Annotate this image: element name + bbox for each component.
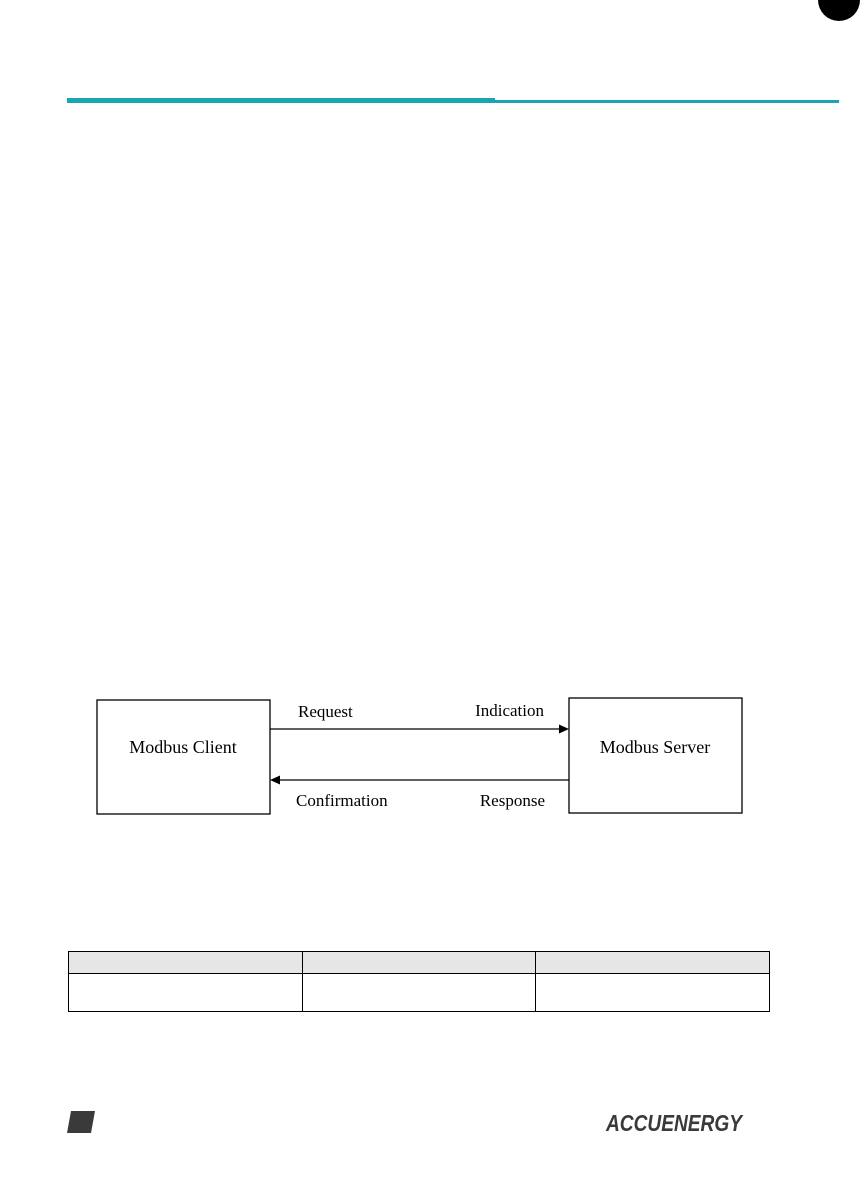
table-header-row (69, 952, 770, 974)
table-cell (536, 974, 770, 1012)
server-label: Modbus Server (599, 737, 711, 757)
confirmation-label: Confirmation (296, 791, 388, 810)
table-header-cell (536, 952, 770, 974)
table-row (69, 974, 770, 1012)
table-header-cell (69, 952, 303, 974)
header-rule-accent (67, 98, 495, 103)
corner-mark (818, 0, 860, 21)
logo-text: ACCUENERGY (605, 1110, 745, 1136)
indication-label: Indication (475, 701, 544, 720)
client-server-diagram (0, 690, 839, 830)
table-cell (69, 974, 303, 1012)
request-arrowhead (559, 725, 569, 734)
client-box (97, 700, 270, 814)
accuenergy-logo (606, 1106, 744, 1136)
response-label: Response (479, 791, 545, 810)
table-cell (302, 974, 536, 1012)
response-arrowhead (270, 776, 280, 785)
table-header-cell (302, 952, 536, 974)
request-label: Request (298, 702, 353, 721)
header-rule (495, 100, 839, 103)
client-label: Modbus Client (129, 737, 237, 757)
page-tab-marker (67, 1111, 95, 1133)
data-table (68, 951, 770, 1012)
